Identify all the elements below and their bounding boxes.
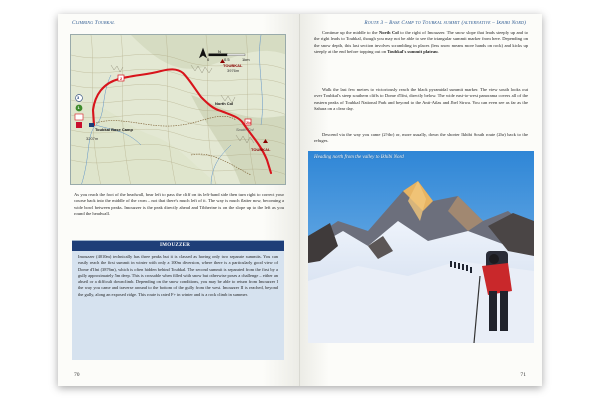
left-paragraph: As you reach the foot of the headwall, bear left to pass the cliff on its left-hand side then turn right to correct your course back into the middle of the cwm – not that there's much left of it. The way is much flatter now, becoming a wide bowl between peaks. Imouzzer is the peak directly ahead and Tibherine is on the slope up to the left as you round the headwall. [74,192,284,217]
base-camp-label: Toubkal Base Camp [95,127,133,132]
right-page-number: 71 [520,372,526,378]
map-legend-num-3: 3 [77,95,80,100]
p1-bold-summit-plateau: Toubkal's summit plateau [387,49,438,55]
route-marker-2: 2 [120,76,123,81]
book-spread [58,14,542,386]
sidebar-text: Imouzzer (4010m) technically has three peaks but it is classed as having only two separate summits. You can easily reach the first summit in winter with only a 100m diversion, where there is a particularly good view of Dome d'Ifni (3876m), which is often hidden behind Toubkal. The second summit is separated from the first by a gully approximately 5m deep. This is crossable when filled with snow but otherwise poses a challenge – either an abseil or a difficult downclimb. Depending on the snow conditions, you may be able to return from Imouzzer I the way you came and traverse around to the bottom of the gully from the west. Imouzzer II is reached, beyond the gully, along an exposed ridge. This route is rated F+ in winter and is a rock climb in summer. [78,254,278,297]
left-running-head: Climbing Toubkal [72,20,115,26]
scale-label-half: 0.5 [224,57,230,62]
right-paragraph-2: Walk the last few metres to victoriously reach the black pyramidal summit marker. The view south looks out over Toubkal's steep southern cliffs to Dome d'Ifni, directly below. The wide east-to-west panorama covers all of the eastern peaks of Toubkal National Park and beyond to the Anti-Atlas and Jbel Sirwa. You can even see as far as the Sahara on a clear day. [314,87,528,112]
map-graphic [71,35,286,185]
north-arrow-label: N [218,49,221,54]
left-page [58,14,300,386]
right-paragraph-1 [314,30,528,55]
imouzzer-sidebar [72,240,284,360]
right-paragraph-3: Descend via the way you came (2½hr) or, more usually, down the shorter Ikhibi South route (2hr) back to the refuges. [314,132,528,144]
p1-text-c: . [437,49,439,55]
route-map [70,34,286,185]
refuge-altitude-label: 3207m [86,136,99,141]
p1-text-b: to the right of Imouzzer. The snow slope that leads steeply up and to the right leads to Toubkal, though you may not be able to see the triangular summit marker from here. Depending on the snow depth, this last section involves scrambling in places (less snow means more hands on rock) and kicks up steeply at the end before topping out on [314,30,528,55]
north-col-label: North Col [215,101,234,106]
scale-label-0: 0 [207,57,210,62]
route-marker-2b: 2b [246,120,251,125]
peak-label-lower: TOUBKAL [251,147,271,152]
scale-label-1km: 1km [242,57,250,62]
photo-graphic [308,151,534,343]
sidebar-title: IMOUZZER [72,241,284,251]
left-page-number: 70 [74,372,80,378]
photo-caption: Heading north from the valley to Ikhibi Nord [314,155,404,160]
mountain-photo [308,151,534,343]
peak-altitude-label: 3976m [227,68,240,73]
peak-label-upper: TOUBKAL [223,63,243,68]
p1-text-a: Continue up the middle to the [322,30,379,35]
p1-bold-north-col: North Col [378,30,399,35]
right-running-head: Route 3 – Base Camp to Toubkal summit (alternative – Ikhibi Nord) [364,20,526,26]
right-page [300,14,542,386]
south-col-label: South Col [236,127,254,132]
map-legend-num-1: 1 [77,105,80,110]
